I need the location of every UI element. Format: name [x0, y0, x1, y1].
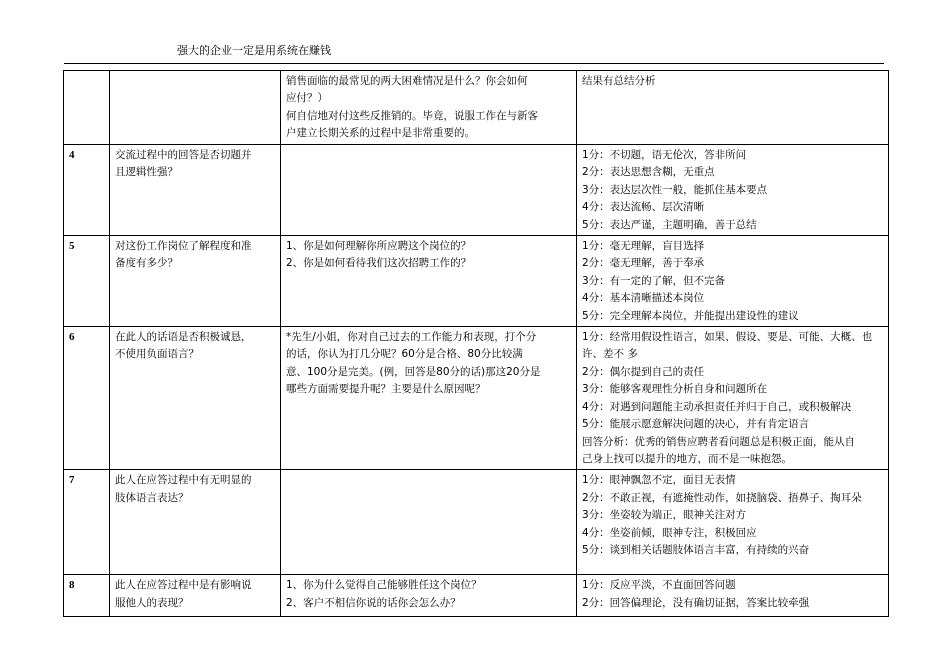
row-number: 6: [69, 331, 75, 344]
scoring-line: 3分：表达层次性一般，能抓住基本要点: [582, 183, 768, 196]
scoring-line: 2分：回答偏理论，没有确切证据，答案比较牵强: [582, 596, 810, 609]
scoring-line: 4分：基本清晰描述本岗位: [582, 292, 705, 305]
header-divider: [64, 63, 884, 64]
scoring-line: 4分：坐姿前倾，眼神专注，积极回应: [582, 526, 757, 539]
question-line: 何自信地对付这些反推销的。毕竟，说服工作在与新客: [286, 109, 538, 122]
criterion-cell: [110, 236, 281, 327]
scoring-cell: [577, 327, 889, 470]
questions-cell: [281, 236, 577, 327]
scoring-line: 5分：能展示愿意解决问题的决心，并有肯定语言: [582, 418, 810, 431]
scoring-line: 4分：对遇到问题能主动承担责任并归于自己，或积极解决: [582, 400, 852, 413]
criterion-line: 对这份工作岗位了解程度和准: [115, 240, 252, 253]
scoring-line: 许、差不 多: [582, 348, 638, 361]
scoring-line: 5分：表达严谨，主题明确，善于总结: [582, 218, 757, 231]
criterion-line: 且逻辑性强？: [115, 166, 178, 179]
table-row: [64, 71, 889, 145]
table-body: [64, 71, 889, 617]
questions-cell: [281, 575, 577, 617]
criterion-line: 不使用负面语言？: [115, 348, 199, 361]
row-number-cell: [64, 71, 110, 145]
questions-cell: [281, 327, 577, 470]
scoring-line: 4分：表达流畅、层次清晰: [582, 201, 705, 214]
scoring-line: 结果有总结分析: [582, 75, 656, 87]
row-number-cell: [64, 575, 110, 617]
scoring-line: 2分：不敢正视，有遮掩性动作，如挠脑袋、捂鼻子、掏耳朵: [582, 491, 862, 504]
scoring-cell: [577, 71, 889, 145]
document-header-title: 强大的企业一定是用系统在赚钱: [177, 44, 331, 57]
criterion-line: 此人在应答过程中是有影响说: [115, 579, 252, 592]
scoring-line: 2分：偶尔提到自己的责任: [582, 365, 705, 378]
criterion-cell: [110, 145, 281, 236]
question-line: 1、你为什么觉得自己能够胜任这个岗位？: [286, 579, 482, 592]
question-line: 户建立长期关系的过程中是非常重要的。: [286, 127, 475, 140]
scoring-line: 3分：坐姿较为端正，眼神关注对方: [582, 509, 747, 522]
interview-evaluation-table: [63, 70, 889, 617]
scoring-line: 1分：眼神飘忽不定，面目无表情: [582, 474, 736, 487]
row-number-cell: [64, 145, 110, 236]
scoring-line: 3分：有一定的了解，但不完备: [582, 274, 726, 287]
criterion-cell: [110, 71, 281, 145]
scoring-line: 3分：能够客观理性分析自身和问题所在: [582, 383, 768, 396]
scoring-line: 5分：完全理解本岗位，并能提出建设性的建议: [582, 309, 799, 322]
criterion-line: 在此人的话语是否积极诚恳，: [115, 331, 252, 344]
criterion-cell: [110, 327, 281, 470]
questions-cell: [281, 71, 577, 145]
question-line: *先生/小姐，你对自己过去的工作能力和表现，打个分: [286, 331, 537, 344]
question-line: 2、你是如何看待我们这次招聘工作的？: [286, 257, 472, 270]
criterion-line: 此人在应答过程中有无明显的: [115, 474, 252, 487]
criterion-line: 肢体语言表达？: [115, 491, 189, 504]
criterion-line: 交流过程中的回答是否切题并: [115, 149, 252, 161]
question-line: 意、100分是完美。(例，回答是80分的话)那这20分是: [286, 365, 541, 378]
row-number-cell: [64, 470, 110, 575]
scoring-cell: [577, 575, 889, 617]
scoring-line: 回答分析：优秀的销售应聘者看问题总是积极正面，能从自: [582, 435, 855, 448]
scoring-line: 1分：反应平淡，不直面回答问题: [582, 579, 736, 592]
scoring-line: 5分：谈到相关话题肢体语言丰富，有持续的兴奋: [582, 543, 810, 556]
table-row: [64, 327, 889, 470]
criterion-cell: [110, 470, 281, 575]
table-row: [64, 575, 889, 617]
question-line: 1、你是如何理解你所应聘这个岗位的？: [286, 240, 472, 253]
criterion-cell: [110, 575, 281, 617]
question-line: 销售面临的最常见的两大困难情况是什么？你会如何: [286, 75, 528, 87]
criterion-line: 备度有多少？: [115, 257, 178, 270]
questions-cell: [281, 470, 577, 575]
table-row: [64, 236, 889, 327]
row-number-cell: [64, 327, 110, 470]
scoring-cell: [577, 145, 889, 236]
scoring-line: 2分：毫无理解，善于奉承: [582, 257, 705, 270]
row-number: 8: [69, 579, 75, 592]
scoring-line: 1分：经常用假设性语言，如果、假设、要是、可能、大概、也: [582, 331, 873, 344]
table-row: [64, 470, 889, 575]
question-line: 应付？）: [286, 92, 328, 105]
scoring-line: 2分：表达思想含糊，无重点: [582, 166, 715, 179]
scoring-cell: [577, 236, 889, 327]
row-number: 4: [69, 149, 75, 161]
scoring-line: 1分：不切题，语无伦次，答非所问: [582, 149, 747, 161]
scoring-cell: [577, 470, 889, 575]
questions-cell: [281, 145, 577, 236]
row-number: 5: [69, 240, 75, 253]
scoring-line: 1分：毫无理解，盲目选择: [582, 240, 705, 253]
table-row: [64, 145, 889, 236]
row-number: 7: [69, 474, 75, 487]
question-line: 的话，你认为打几分呢？60分是合格、80分比较满: [286, 348, 523, 361]
criterion-line: 服他人的表现？: [115, 596, 189, 609]
scoring-line: 己身上找可以提升的地方，而不是一味抱怨。: [582, 452, 792, 465]
question-line: 2、客户不相信你说的话你会怎么办？: [286, 596, 461, 609]
question-line: 哪些方面需要提升呢？主要是什么原因呢？: [286, 383, 486, 396]
row-number-cell: [64, 236, 110, 327]
